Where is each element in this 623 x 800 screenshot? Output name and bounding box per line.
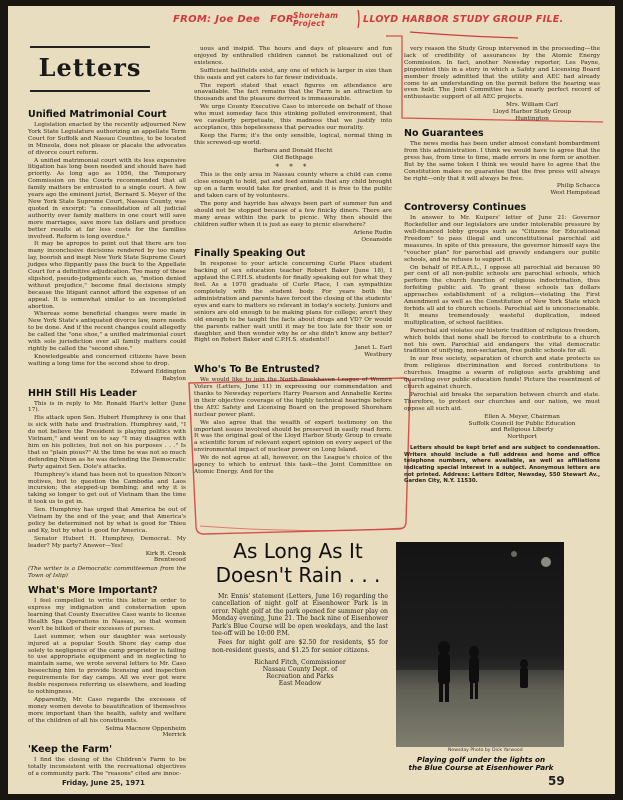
signature: Arlene Rudin Oceanside [353, 229, 392, 243]
paragraph: We would like to join the North Brookhaven League of Women Voters (Letters, June 11) in expressing our commendation and thanks to Newsday reporters Harry Pearson and Annabelle Kerins in their objective coverage of the highly technical hearings before the AEC Safety and Licensing Board on the proposed Shoreham nuclear power plant. [194, 377, 392, 418]
paragraph: Parochial aid breaks the separation between church and state. Therefore, to protect our churches and our nation, we must oppose all such aid. [404, 391, 600, 412]
paragraph: Last summer, when our daughter was seriously injured at a popular South Shore day camp due solely to negligence of the camp proprietor in failing to use appropriate equipment and in neglecting to maintain same, we wrote several letters to Mr. Caso beseeching him to provide licensing and inspection requirements for day camps. All we ever got were feeble responses referring us elsewhere, and leading to nothingness. [28, 633, 186, 695]
paragraph: Fees for night golf are $2.50 for residents, $5 for non-resident guests, and $1.25 for senior citizens. [212, 639, 388, 654]
page-date: Friday, June 25, 1971 [62, 779, 145, 787]
paragraph: Sen. Humphrey has urged that America be out of Vietnam by the end of the year, and that America's policy be determined not by what is good for Thieu and Ky, but by what is good for America. [28, 507, 186, 534]
night-golf-photo [396, 542, 564, 747]
signature: Ellen A. Meyer, Chairman Suffolk Council for Public Education and Religious Liberty Northport [468, 413, 576, 441]
signature: Janet L. Earl Westbury [355, 345, 392, 359]
paragraph: This is the only area in Nassau county where a child can come close enough to hold, pat and feed animals that any child brought up on a farm would take for granted, and it is free to the public and taken care of by volunteers. [194, 172, 392, 200]
handwritten-file-label: LLOYD HARBOR STUDY GROUP FILE. [363, 14, 564, 25]
handwritten-for: FOR: [270, 14, 299, 25]
ad-headline-line2: Doesn't Rain . . . [215, 563, 381, 587]
handwritten-from: FROM: Joe Dee [173, 14, 261, 25]
paragraph: Whereas some beneficial changes were made in New York State's antiquated divorce law, more needs to be done. And if the recent changes could allegedly be called the "one shoe," a unified matrimonial court with sole jurisdiction over all family matters could rightly be called the "second shoe." [28, 311, 186, 352]
ad-headline-line1: As Long As It [233, 539, 363, 563]
headline-more-important: What's More Important? [28, 585, 158, 597]
editor-note: (The writer is a Democratic committeeman from the Town of Islip) [28, 566, 186, 580]
paragraph: In response to your article concerning Curle Place student backing of sex education teacher Robert Baker (June 18), I applaud the C.P.H.S. students for finally speaking out for what they feel. As a 1970 graduate of Curle Place, I can sympathize completely with the student body. For years both the administration and parents have forced the closing of the students' eyes and ears to matters so relevant in today's society. Juniors and seniors are old enough to be making plans for college; aren't they old enough to be taught the facts about drugs and VD? Or would the parents rather wait until it may be too late for their son or daughter, and then wonder why he or she didn't know any better? Right on Robert Baker and C.P.H.S. students!! [194, 261, 392, 344]
headline-matrimonial-court: Unified Matrimonial Court [28, 109, 167, 120]
handwritten-shoreham: Shoreham Project [293, 11, 339, 28]
paragraph: Keep the Farm; it's the only sensible, logical, normal thing in this screwed-up world. [194, 132, 392, 146]
headline-who-entrusted: Who's To Be Entrusted? [194, 364, 320, 376]
paragraph: In answer to Mr. Kuipers' letter of June 21: Governor Rockefeller and our legislators are under intolerable pressure by well-financed lobby groups such as "Citizens for Educational Freedom" to pass illegal and unconstitutional parochial aid measures. In spite of this pressure, the governor himself says the "voucher plan" for parochial aid gravely endangers our public schools, and he refuses to support it. [404, 215, 600, 263]
paragraph: The pony and hayride has always been part of summer fun and should not be stopped because of a few finicky diners. There are many areas within the park to picnic. Why then should the children suffer when it is just as easy to picnic elsewhere? [194, 201, 392, 228]
paragraph: Knowledgeable and concerned citizens have been waiting a long time for the second shoe to drop. [28, 353, 186, 367]
golf-photo-illustration [396, 542, 564, 747]
paragraph: Apparently, Mr. Caso regards the excesses of money women devote to beautification of themselves more important than the health, safety and welfare of the children of all his constituents. [28, 696, 186, 724]
paragraph: I feel compelled to write this letter in order to express my indignation and consternation upon learning that County Executive Caso wants to license Health Spa Operations in Nassau, so that women won't be bilked of their excesses of purses. [28, 598, 186, 632]
letters-masthead [30, 46, 150, 92]
page-number: 59 [548, 774, 565, 788]
night-golf-letter [202, 539, 394, 769]
paragraph: Humphrey's stand has been not to question Nixon's motives, but to question the Cambodia and Laos incursion; the stepped-up bombing; and why it is taking so longer to get out of Vietnam than the time it took us to get in. [28, 471, 186, 506]
paragraph: On behalf of P.E.A.R.L., I oppose all parochial aid because 90 per cent of all non-public schools are parochial schools, which perform the church function of religious indoctrination, thus forfeiting public aid. To grant these schools tax dollars approaches establishment of a religion—violating the First Amendment as well as the Constitution of New York State which forbids all aid to church schools. Parochial aid is unconscionable. It means tremendously wasteful duplication, indeed multiplication, of school facilities. [404, 264, 600, 326]
signature: Richard Fitch, Commissioner Nassau County Dept. of Recreation and Parks East Meadow [254, 659, 346, 687]
column-left [28, 104, 186, 779]
letters-policy-notice: Letters should be kept brief and are subject to condensation. Writers should include a full address and home and office telephone numbers, where available, as well as affiliations indicating special interest in a subject. Anonymous letters are not printed. Address: Letters Editor, Newsday, 550 Stewart Av., Garden City, N.Y. 11530. [404, 445, 600, 485]
signature: Philip Schacca West Hempstead [550, 183, 600, 197]
signature: Selma Macnow Oppenheim Merrick [105, 725, 186, 739]
headline-keep-the-farm: 'Keep the Farm' [28, 744, 112, 756]
photo-caption: Playing golf under the lights on the Blue Course at Eisenhower Park [408, 755, 554, 773]
photo-credit: Newsday Photo by Dick Yarwood [448, 748, 523, 753]
paragraph: It may be apropos to point out that there are too many inconclusive decisions rendered by too many lay, boorish and inept New York State Supreme Court judges who flippantly pass the buck to the Appellate Court for a definitive adjudication. Too many of these slipshod, pseudo-judgments such as, "motion denied without prejudice," become final decisions simply because the litigant cannot afford the expense of an appeal. It is somewhat similar to an incompleted abortion. [28, 241, 186, 310]
paragraph: Legislation enacted by the recently adjourned New York State Legislature authorizing an appellate Term Court for Suffolk and Nassau Counties, to be located in Mineola, does not please or placate the advocates of divorce court reform. [28, 122, 186, 156]
paragraph: The report stated that exact figures on attendance are unavailable. The fact remains that the Farm is an attraction to thousands and the pleasure derived is immeasurable. [194, 82, 392, 103]
signature: Mrs. William Carl Lloyd Harbor Study Group Huntington [492, 102, 572, 123]
paragraph: His attack upon Sen. Hubert Humphrey is one that is sick with hate and frustration. Humphrey said, "I do not believe the President is playing politics with Vietnam," and went on to say "I may disagree with him on his policies, but not on his purposes . . ." Is that so "plain pious?" At the time he was not so much defending Nixon as he was defending the Democratic Party against Sen. Dole's attacks. [28, 415, 186, 470]
paragraph: A unified matrimonial court with its less expensive litigation has long been needed and should have had priority. As long ago as 1956, the Temporary Commission on the Courts recommended that all family matters be entrusted to a single court. A few years ago the eminent jurist, Bernard S. Meyer of the New York State Supreme Court, Nassau County, was quoted in excerpt: "a consolidation of all judicial authority over family matters in one court will save more marriages, save more tax dollars and produce better results at far less costs for the families involved. Reform is long overdue." [28, 157, 186, 240]
paragraph: This is in reply to Mr. Ronald Hart's letter (June 17). [28, 400, 186, 414]
headline-hhh-leader: HHH Still His Leader [28, 387, 137, 399]
column-right [404, 46, 600, 486]
paragraph: We urge County Executive Caso to intercede on behalf of those who must someday face this stinking polluted environment, that we cavalierly perpetuate, this madness that we justify into acceptance, this hopelessness that pervades our morality. [194, 104, 392, 131]
headline-finally-speaking: Finally Speaking Out [194, 248, 306, 260]
signature: Barbara and Donald Hecht Old Bethpage [253, 147, 333, 161]
section-separator: * * * [275, 162, 311, 171]
paragraph: The news media has been under almost constant bombardment from this administration. I think we would have to agree that the press has, from time to time, made errors in one form or another. But by the same token I think we would have to agree that the Constitution makes no guarantee that the free press will always be right—only that it will always be free. [404, 140, 600, 182]
paragraph: Sufficient ballfields exist, any one of which is larger in size than this oasis and yet caters to far fewer individuals. [194, 67, 392, 81]
paragraph: Mr. Ennis' statement (Letters, June 16) regarding the cancellation of night golf at Eisenhower Park is in error. Night golf at the park opened for summer play on Monday evening, June 21. The back nine of Eisenhower Park's Blue Course will be open weekdays, and the last tee-off will be 10:00 P.M. [212, 593, 388, 638]
paragraph: We also agree that the wealth of expert testimony on the important issues involved should be preserved in easily read form. It was the original goal of the Lloyd Harbor Study Group to create a scientific forum of relevant expert opinion on every aspect of the environmental impact of nuclear power on Long Island. [194, 419, 392, 454]
newspaper-page [8, 6, 615, 794]
signature: Edward Eddington Babylon [130, 368, 186, 382]
column-middle [194, 46, 392, 477]
masthead-title: Letters [38, 53, 142, 82]
signature: Kirk R. Cronk Brentwood [145, 550, 186, 564]
headline-no-guarantees: No Guarantees [404, 127, 484, 139]
paragraph: In our free society, separation of church and state protects us from religious discrimination and forced contributions to churches. Imagine a swarm of religious sects grabbing and quarreling over public education funds! Picture the resentment of church against church. [404, 356, 600, 390]
paragraph: I find the closing of the Children's Farm to be totally inconsistent with the recreational objectives of a community park. The "reasons" cited are innoc- [28, 757, 186, 778]
paragraph: We do not agree at all, however, on the League's choice of the agency to which to entrust this task—the Joint Committee on Atomic Energy. And for the [194, 455, 392, 475]
paragraph: Senator Hubert H. Humphrey, Democrat. My leader? My party? Answer—Yes! [28, 535, 186, 549]
paragraph: very reason the Study Group intervened in the proceeding—the lack of credibility of assurances by the Atomic Energy Commission. In fact, another Newsday reporter, Les Payne, pinpointed this in a story in which a Safety and Licensing Board member freely admitted that the utility and AEC had already come to an understanding on the permit before the hearing was even held. The Joint Committee has a nearly perfect record of enthusiastic support of all AEC projects. [404, 46, 600, 101]
paragraph: uous and insipid. The hours and days of pleasure and fun enjoyed by enthralled children cannot be rationalized out of existence. [194, 46, 392, 66]
headline-controversy-continues: Controversy Continues [404, 202, 527, 214]
paragraph: Parochial aid violates our historic tradition of religious freedom, which holds that none shall be forced to contribute to a church not his own. Parochial aid endangers the vital democratic tradition of unifying, non-sectarian, free public schools for all. [404, 327, 600, 355]
